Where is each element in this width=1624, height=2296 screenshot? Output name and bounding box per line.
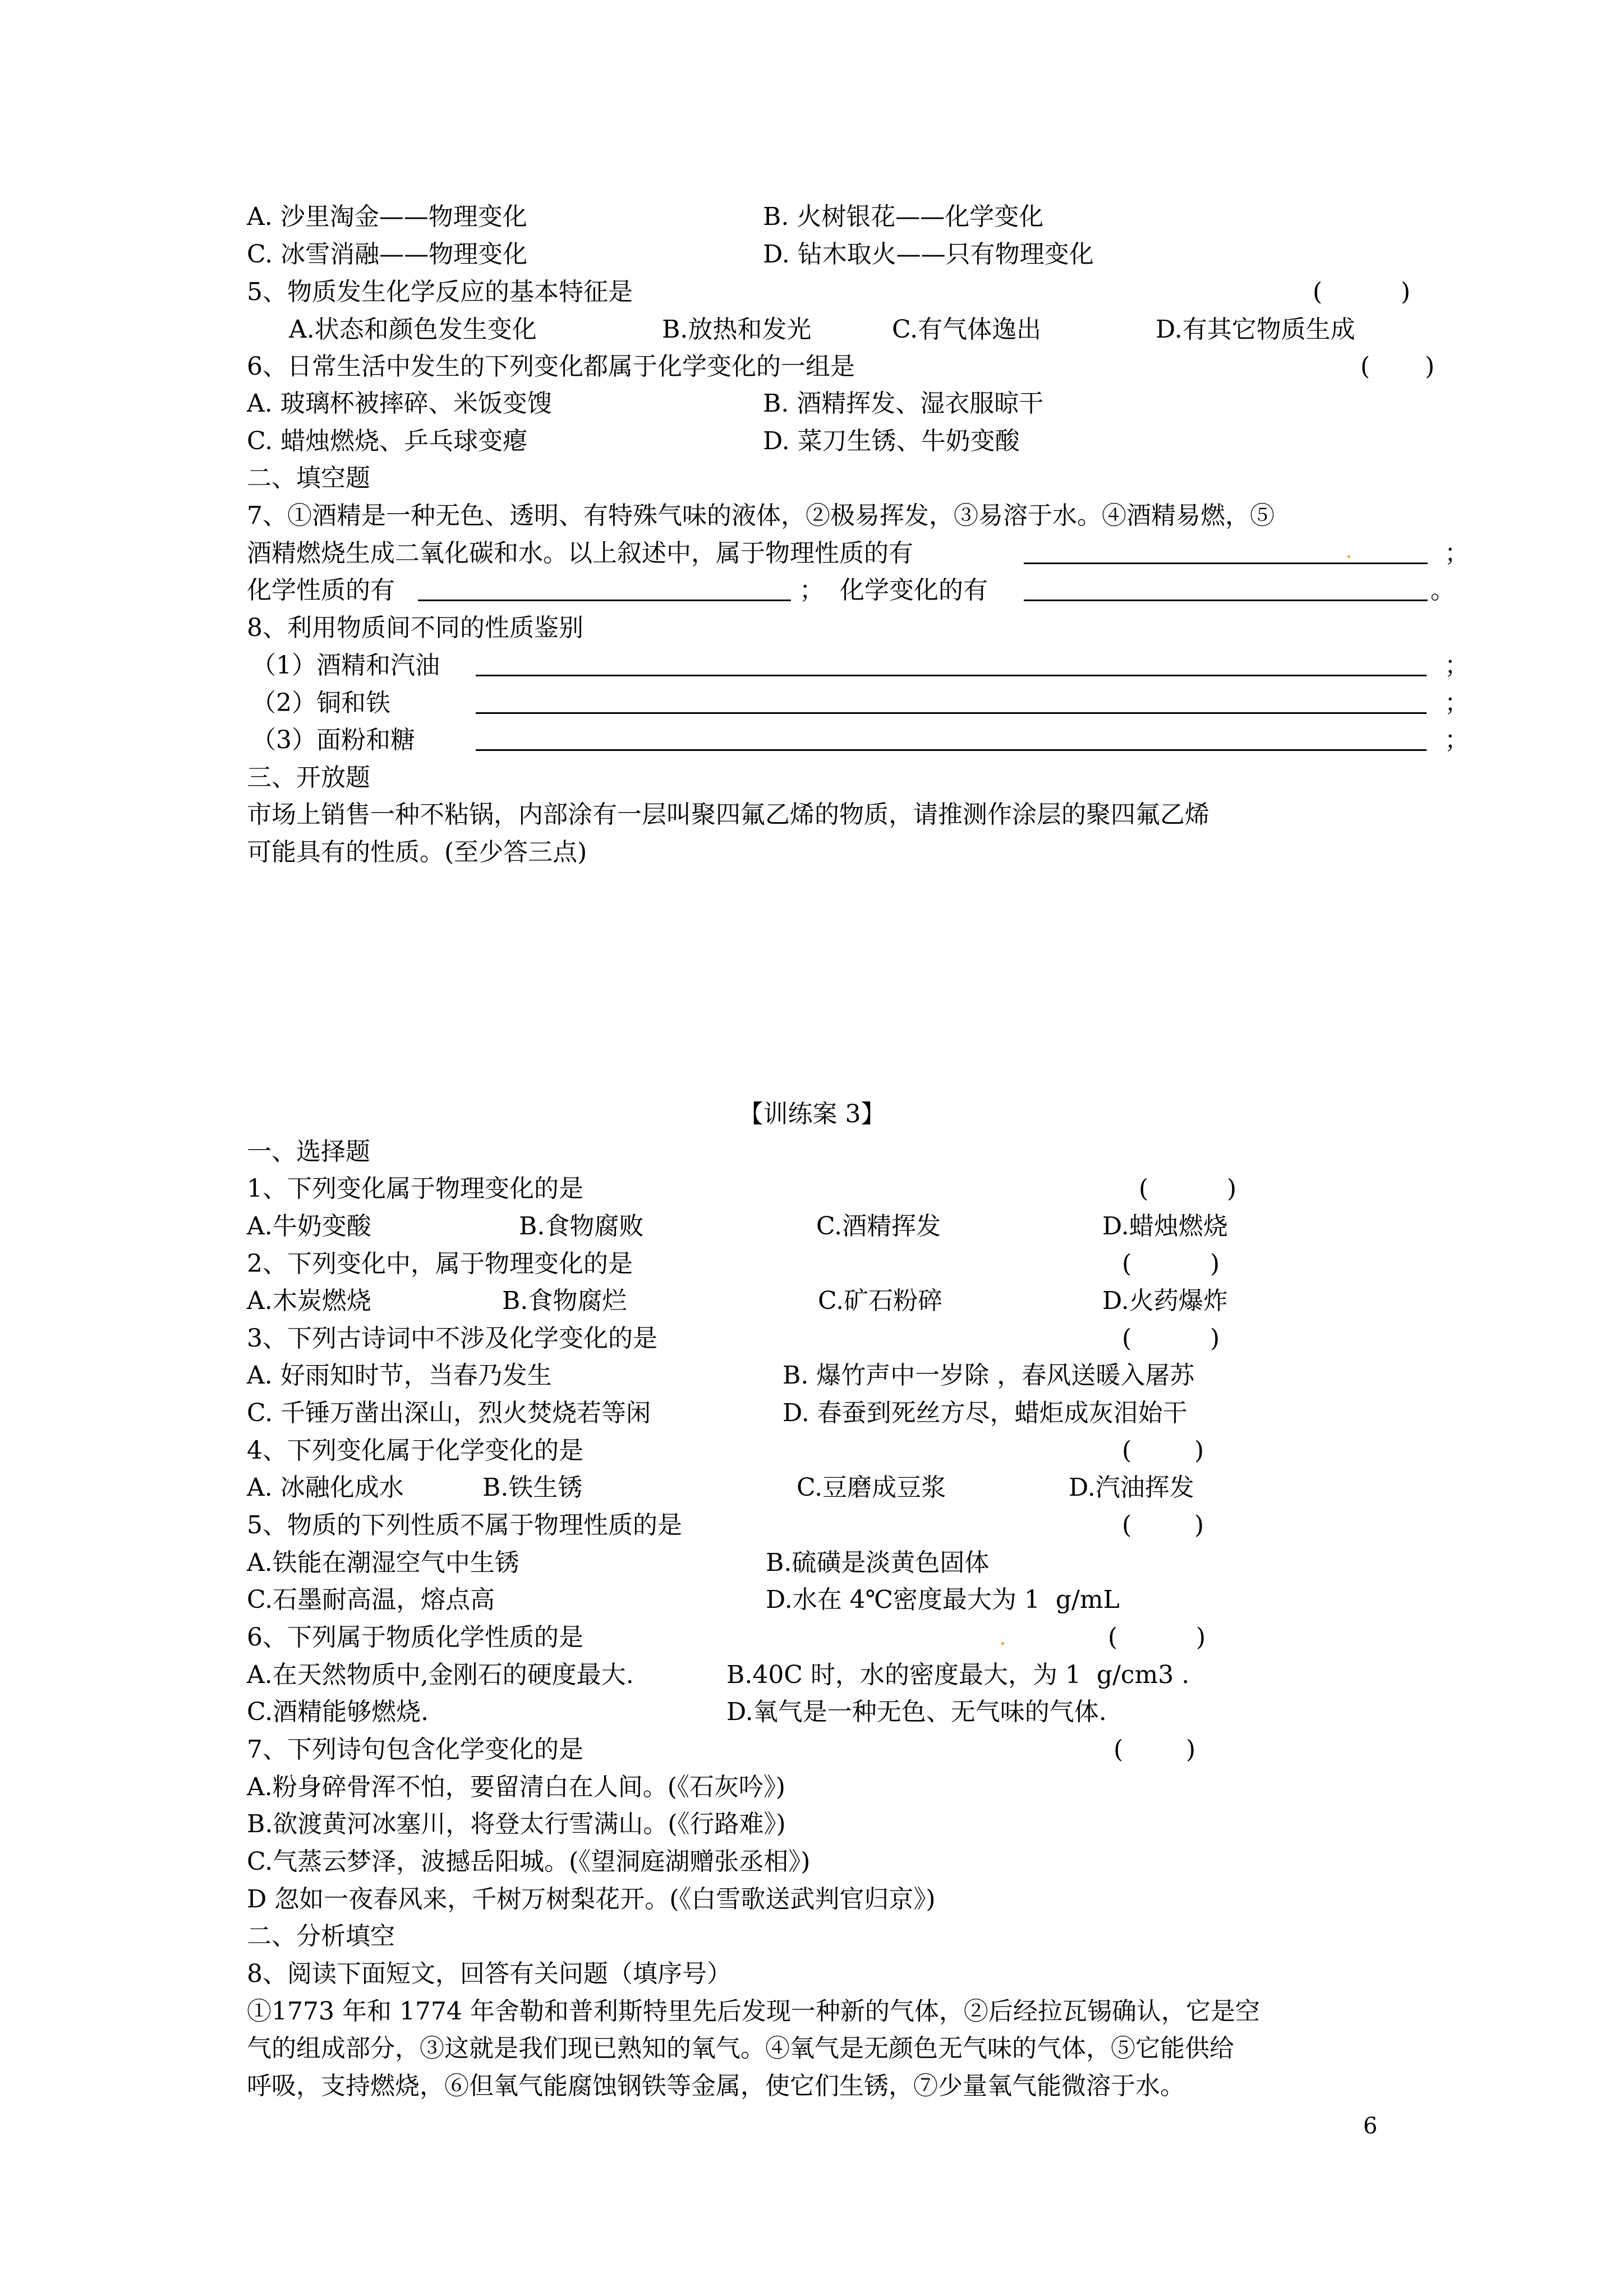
- option-3c: C. 千锤万凿出深山，烈火焚烧若等闲: [247, 1399, 651, 1427]
- option-2b: B.食物腐烂: [502, 1287, 627, 1315]
- option-5a: A.铁能在潮湿空气中生锈: [247, 1548, 519, 1577]
- option-2a: A.木炭燃烧: [247, 1287, 371, 1315]
- open-question-line-2: 可能具有的性质。(至少答三点): [247, 838, 587, 866]
- option-4b: B. 火树银花——化学变化: [763, 202, 1044, 231]
- section-heading: 二、填空题: [247, 464, 370, 492]
- answer-paren: ( ): [1122, 1324, 1220, 1353]
- option-7a: A.粉身碎骨浑不怕，要留清白在人间。(《石灰吟》): [247, 1773, 786, 1801]
- question-8-item-3: （3）面粉和糖: [251, 726, 415, 754]
- option-1b: B.食物腐败: [519, 1212, 644, 1241]
- answer-paren: ( ): [1122, 1436, 1204, 1465]
- option-7b: B.欲渡黄河冰塞川，将登太行雪满山。(《行路难》): [247, 1810, 786, 1838]
- option-1c: C.酒精挥发: [816, 1212, 941, 1241]
- option-6b: B. 酒精挥发、湿衣服晾干: [763, 389, 1044, 418]
- punctuation: ；: [1444, 726, 1469, 754]
- question-4: 4、下列变化属于化学变化的是: [247, 1436, 583, 1465]
- option-4a: A. 沙里淘金——物理变化: [247, 202, 527, 231]
- option-2c: C.矿石粉碎: [818, 1287, 943, 1315]
- answer-paren: ( ): [1122, 1511, 1204, 1539]
- question-7-line-3b: ； 化学变化的有: [799, 576, 988, 605]
- option-6d: D.氧气是一种无色、无气味的气体.: [726, 1698, 1107, 1726]
- option-6a: A. 玻璃杯被摔碎、米饭变馊: [247, 389, 552, 418]
- option-6c: C. 蜡烛燃烧、乒乓球变瘪: [247, 427, 528, 455]
- question-6: 6、下列属于物质化学性质的是: [247, 1623, 583, 1652]
- option-2d: D.火药爆炸: [1102, 1287, 1228, 1315]
- question-2: 2、下列变化中，属于物理变化的是: [247, 1250, 633, 1278]
- passage-line-1: ①1773 年和 1774 年舍勒和普利斯特里先后发现一种新的气体，②后经拉瓦锡确认，它是空: [247, 1997, 1260, 2026]
- section-heading: 三、开放题: [247, 763, 370, 792]
- answer-paren: ( ): [1139, 1174, 1237, 1203]
- option-7c: C.气蒸云梦泽，波撼岳阳城。(《望洞庭湖赠张丞相》): [247, 1847, 811, 1876]
- option-5d: D.有其它物质生成: [1156, 315, 1355, 344]
- option-4c: C. 冰雪消融——物理变化: [247, 240, 528, 269]
- section-heading: 二、分析填空: [247, 1922, 395, 1951]
- answer-blank[interactable]: [476, 712, 1427, 714]
- answer-blank[interactable]: [476, 675, 1427, 676]
- punctuation: ；: [1444, 689, 1469, 717]
- question-6: 6、日常生活中发生的下列变化都属于化学变化的一组是: [247, 352, 855, 381]
- option-3d: D. 春蚕到死丝方尽，蜡炬成灰泪始干: [783, 1399, 1188, 1427]
- option-3a: A. 好雨知时节，当春乃发生: [247, 1361, 552, 1390]
- speck: [1347, 555, 1350, 558]
- answer-blank[interactable]: [1024, 600, 1428, 601]
- punctuation: ；: [1444, 651, 1469, 680]
- punctuation: ；: [1444, 539, 1469, 568]
- option-4c: C.豆磨成豆浆: [797, 1473, 946, 1502]
- punctuation: 。: [1430, 576, 1455, 605]
- option-4d: D.汽油挥发: [1069, 1473, 1194, 1502]
- option-5d: D.水在 4℃密度最大为 1 g/mL: [766, 1585, 1120, 1614]
- answer-blank[interactable]: [476, 749, 1427, 751]
- answer-paren: ( ): [1114, 1735, 1196, 1764]
- question-8-item-2: （2）铜和铁: [251, 689, 390, 717]
- answer-paren: ( ): [1360, 352, 1435, 381]
- question-8: 8、阅读下面短文，回答有关问题（填序号）: [247, 1960, 732, 1988]
- option-6a: A.在天然物质中,金刚石的硬度最大.: [247, 1661, 634, 1689]
- question-5: 5、物质发生化学反应的基本特征是: [247, 278, 633, 306]
- option-7d: D 忽如一夜春风来，千树万树梨花开。(《白雪歌送武判官归京》): [247, 1885, 936, 1914]
- exercise-title: 【训练案 3】: [738, 1100, 886, 1128]
- answer-paren: ( ): [1108, 1623, 1206, 1652]
- option-4d: D. 钻木取火——只有物理变化: [763, 240, 1094, 269]
- answer-paren: ( ): [1313, 278, 1411, 306]
- question-7-line-2: 酒精燃烧生成二氧化碳和水。以上叙述中，属于物理性质的有: [247, 539, 913, 568]
- option-5b: B.放热和发光: [662, 315, 812, 344]
- option-5c: C.石墨耐高温，熔点高: [247, 1585, 495, 1614]
- option-6b: B.40C 时，水的密度最大，为 1 g/cm3 .: [726, 1661, 1190, 1689]
- question-1: 1、下列变化属于物理变化的是: [247, 1174, 583, 1203]
- option-5a: A.状态和颜色发生变化: [289, 315, 537, 344]
- question-7: 7、下列诗句包含化学变化的是: [247, 1735, 583, 1764]
- question-7-line-1: 7、①酒精是一种无色、透明、有特殊气味的液体，②极易挥发，③易溶于水。④酒精易燃，⑤: [247, 501, 1275, 530]
- answer-paren: ( ): [1122, 1250, 1220, 1278]
- option-5c: C.有气体逸出: [892, 315, 1042, 344]
- option-4b: B.铁生锈: [482, 1473, 583, 1502]
- question-5: 5、物质的下列性质不属于物理性质的是: [247, 1511, 682, 1539]
- question-7-line-3: 化学性质的有: [247, 576, 395, 605]
- answer-blank[interactable]: [418, 600, 791, 601]
- option-6c: C.酒精能够燃烧.: [247, 1698, 429, 1726]
- question-3: 3、下列古诗词中不涉及化学变化的是: [247, 1324, 657, 1353]
- passage-line-3: 呼吸，支持燃烧，⑥但氧气能腐蚀钢铁等金属，使它们生锈，⑦少量氧气能微溶于水。: [247, 2072, 1185, 2100]
- option-3b: B. 爆竹声中一岁除 ，春风送暖入屠苏: [783, 1361, 1195, 1390]
- option-5b: B.硫磺是淡黄色固体: [766, 1548, 990, 1577]
- option-6d: D. 菜刀生锈、牛奶变酸: [763, 427, 1020, 455]
- question-8-item-1: （1）酒精和汽油: [251, 651, 440, 680]
- section-heading: 一、选择题: [247, 1137, 370, 1166]
- option-4a: A. 冰融化成水: [247, 1473, 404, 1502]
- page-number: 6: [1363, 2113, 1378, 2139]
- question-8: 8、利用物质间不同的性质鉴别: [247, 614, 583, 642]
- answer-blank[interactable]: [1024, 563, 1428, 564]
- passage-line-2: 气的组成部分，③这就是我们现已熟知的氧气。④氧气是无颜色无气味的气体，⑤它能供给: [247, 2034, 1234, 2063]
- option-1d: D.蜡烛燃烧: [1102, 1212, 1228, 1241]
- speck: [1001, 1642, 1004, 1645]
- option-1a: A.牛奶变酸: [247, 1212, 371, 1241]
- open-question-line-1: 市场上销售一种不粘锅，内部涂有一层叫聚四氟乙烯的物质，请推测作涂层的聚四氟乙烯: [247, 800, 1209, 829]
